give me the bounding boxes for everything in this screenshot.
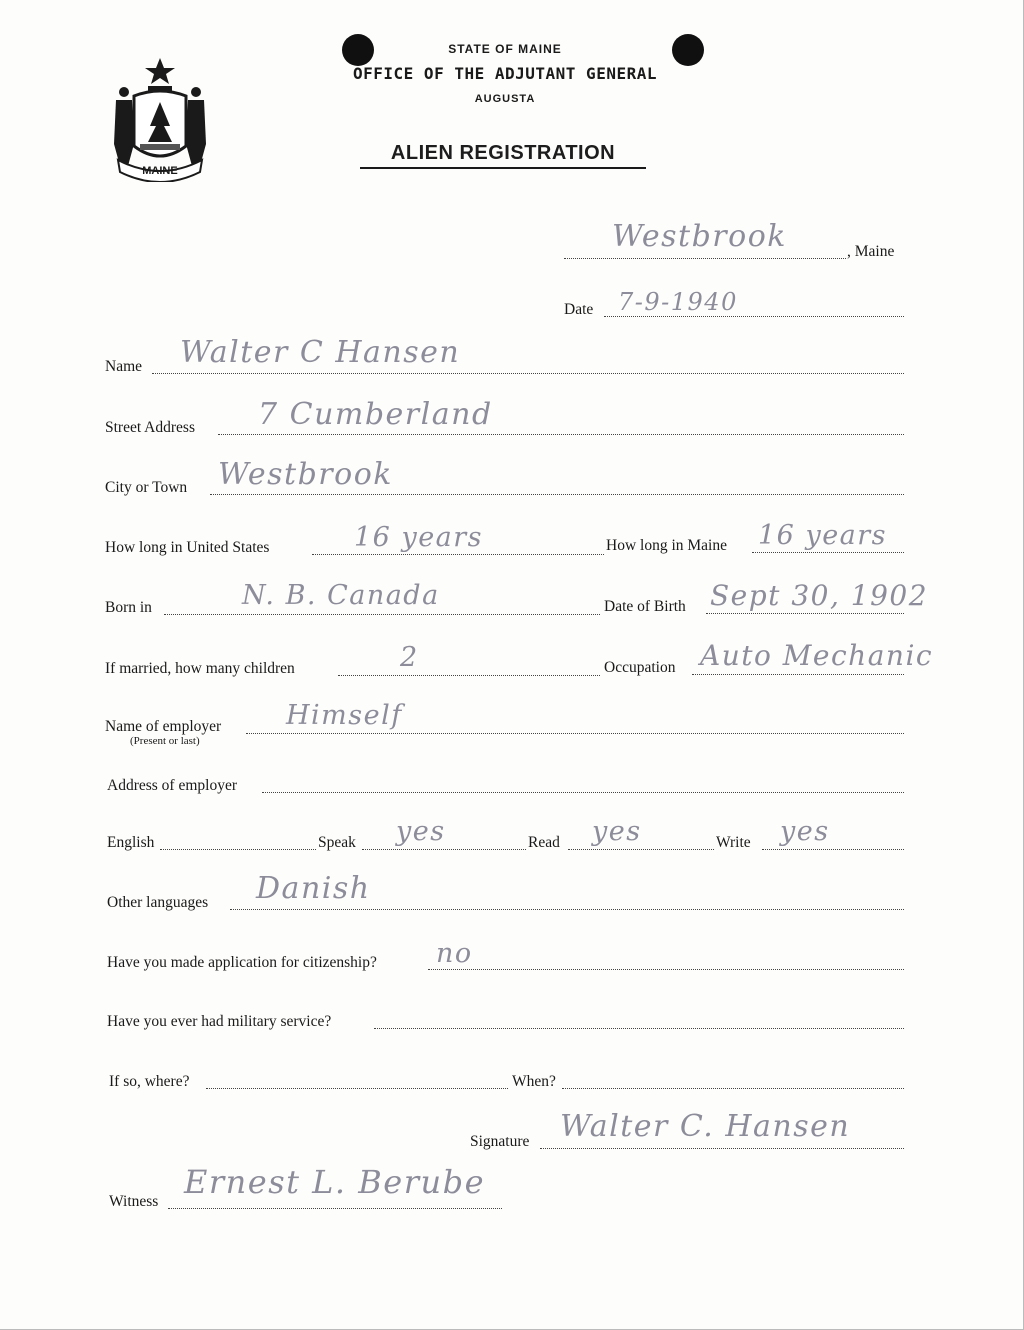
svg-text:MAINE: MAINE	[142, 165, 178, 177]
city-value: Westbrook	[218, 457, 393, 492]
office-heading: OFFICE OF THE ADJUTANT GENERAL	[353, 64, 657, 83]
speak-value: yes	[396, 816, 446, 847]
form-title: ALIEN REGISTRATION	[360, 142, 646, 169]
punch-hole-right	[672, 34, 704, 66]
city-line	[210, 494, 904, 495]
name-label: Name	[105, 358, 143, 375]
date-line	[604, 316, 904, 317]
read-value: yes	[592, 816, 642, 847]
children-line	[338, 675, 600, 676]
how-long-us-line	[312, 554, 604, 555]
date-of-birth-line	[706, 613, 904, 614]
read-label: Read	[528, 834, 560, 851]
military-label: Have you ever had military service?	[107, 1013, 332, 1030]
state-seal-icon	[104, 56, 216, 182]
english-label: English	[107, 834, 155, 851]
write-line	[762, 849, 904, 850]
employer-label: Name of employer	[105, 718, 222, 735]
city-heading: AUGUSTA	[474, 93, 536, 105]
date-of-birth-value: Sept 30, 1902	[710, 579, 929, 612]
if-so-where-line	[206, 1088, 508, 1089]
citizenship-label: Have you made application for citizenship?	[107, 954, 377, 971]
when-line	[562, 1088, 904, 1089]
name-value: Walter C Hansen	[180, 335, 461, 370]
born-in-line	[164, 614, 600, 615]
children-label: If married, how many children	[105, 660, 295, 677]
how-long-us-value: 16 years	[354, 522, 484, 553]
how-long-maine-label: How long in Maine	[606, 537, 727, 554]
english-line	[160, 849, 316, 850]
how-long-maine-line	[752, 552, 904, 553]
when-label: When?	[512, 1073, 556, 1090]
speak-label: Speak	[318, 834, 356, 851]
date-label: Date	[564, 301, 594, 318]
signature-label: Signature	[470, 1133, 530, 1150]
signature-line	[540, 1148, 904, 1149]
how-long-maine-value: 16 years	[758, 520, 888, 551]
occupation-label: Occupation	[604, 659, 676, 676]
street-address-value: 7 Cumberland	[258, 397, 493, 432]
speak-line	[362, 849, 526, 850]
citizenship-value: no	[436, 938, 473, 969]
maine-label: , Maine	[847, 243, 895, 260]
occupation-line	[692, 674, 904, 675]
witness-label: Witness	[109, 1193, 159, 1210]
state-heading: STATE OF MAINE	[448, 42, 562, 56]
witness-value: Ernest L. Berube	[184, 1163, 486, 1201]
occupation-value: Auto Mechanic	[700, 639, 934, 672]
write-label: Write	[716, 834, 751, 851]
how-long-us-label: How long in United States	[105, 539, 270, 556]
children-value: 2	[400, 642, 419, 673]
employer-address-line	[262, 792, 904, 793]
date-value: 7-9-1940	[618, 288, 738, 316]
other-languages-value: Danish	[256, 871, 371, 906]
employer-sublabel: (Present or last)	[130, 735, 200, 747]
witness-line	[168, 1208, 502, 1209]
born-in-label: Born in	[105, 599, 152, 616]
if-so-where-label: If so, where?	[109, 1073, 190, 1090]
city-label: City or Town	[105, 479, 188, 496]
citizenship-line	[428, 969, 904, 970]
signature-value: Walter C. Hansen	[560, 1109, 851, 1144]
name-line	[152, 373, 904, 374]
employer-value: Himself	[286, 700, 403, 731]
date-of-birth-label: Date of Birth	[604, 598, 686, 615]
place-value: Westbrook	[612, 219, 787, 254]
street-address-line	[218, 434, 904, 435]
place-line	[564, 258, 846, 259]
employer-address-label: Address of employer	[107, 777, 237, 794]
employer-line	[246, 733, 904, 734]
street-address-label: Street Address	[105, 419, 195, 436]
other-languages-line	[230, 909, 904, 910]
military-line	[374, 1028, 904, 1029]
other-languages-label: Other languages	[107, 894, 209, 911]
born-in-value: N. B. Canada	[242, 580, 440, 611]
write-value: yes	[780, 816, 830, 847]
read-line	[568, 849, 714, 850]
